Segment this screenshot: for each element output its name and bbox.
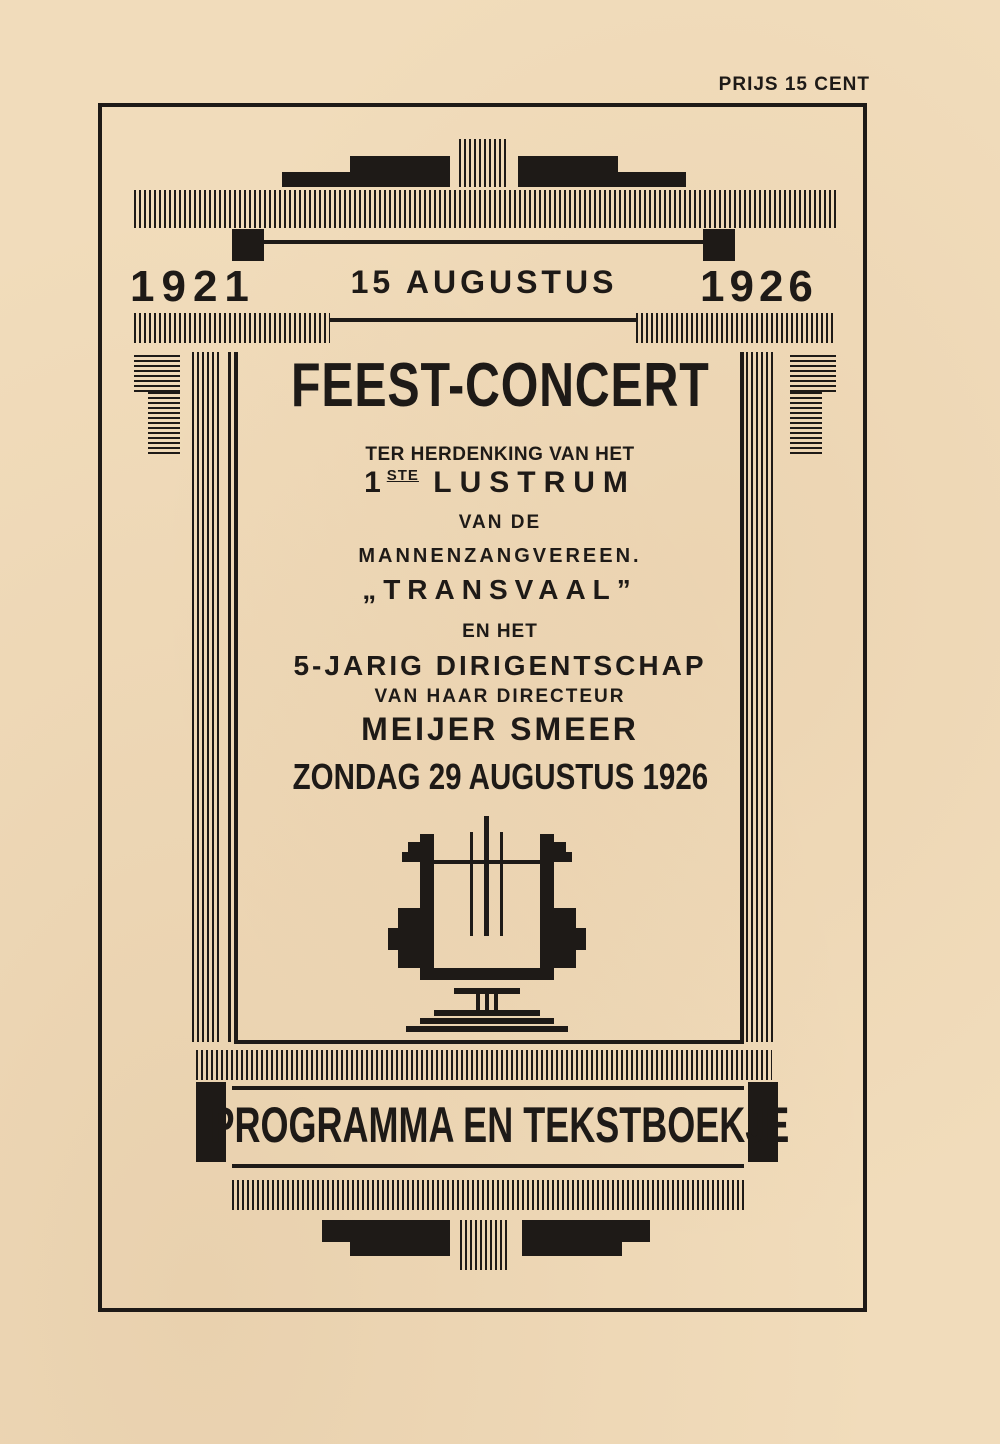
line-10: ZONDAG 29 AUGUSTUS 1926 bbox=[292, 756, 708, 797]
line-1: TER HERDENKING VAN HET bbox=[365, 444, 635, 465]
line-2-prefix: 1 bbox=[364, 466, 387, 499]
footer-title: PROGRAMMA EN TEKSTBOEKJE bbox=[210, 1097, 790, 1153]
line-2-sup: STE bbox=[386, 467, 419, 484]
line-7: 5-JARIG DIRIGENTSCHAP bbox=[293, 650, 707, 681]
year-right: 1926 bbox=[700, 262, 818, 311]
line-2 bbox=[0, 466, 1000, 500]
date-top: 15 AUGUSTUS bbox=[350, 264, 618, 300]
line-5: „TRANSVAAL” bbox=[362, 574, 638, 605]
line-9: MEIJER SMEER bbox=[361, 711, 639, 747]
line-4: MANNENZANGVEREEN. bbox=[358, 545, 642, 567]
line-6: EN HET bbox=[462, 621, 538, 642]
title: FEEST-CONCERT bbox=[290, 351, 710, 420]
line-8: VAN HAAR DIRECTEUR bbox=[374, 686, 626, 707]
price-label: PRIJS 15 CENT bbox=[718, 74, 870, 95]
year-left: 1921 bbox=[130, 262, 256, 311]
line-3: VAN DE bbox=[458, 512, 542, 533]
lyre-icon bbox=[384, 812, 590, 1032]
line-2-word: LUSTRUM bbox=[433, 466, 636, 499]
